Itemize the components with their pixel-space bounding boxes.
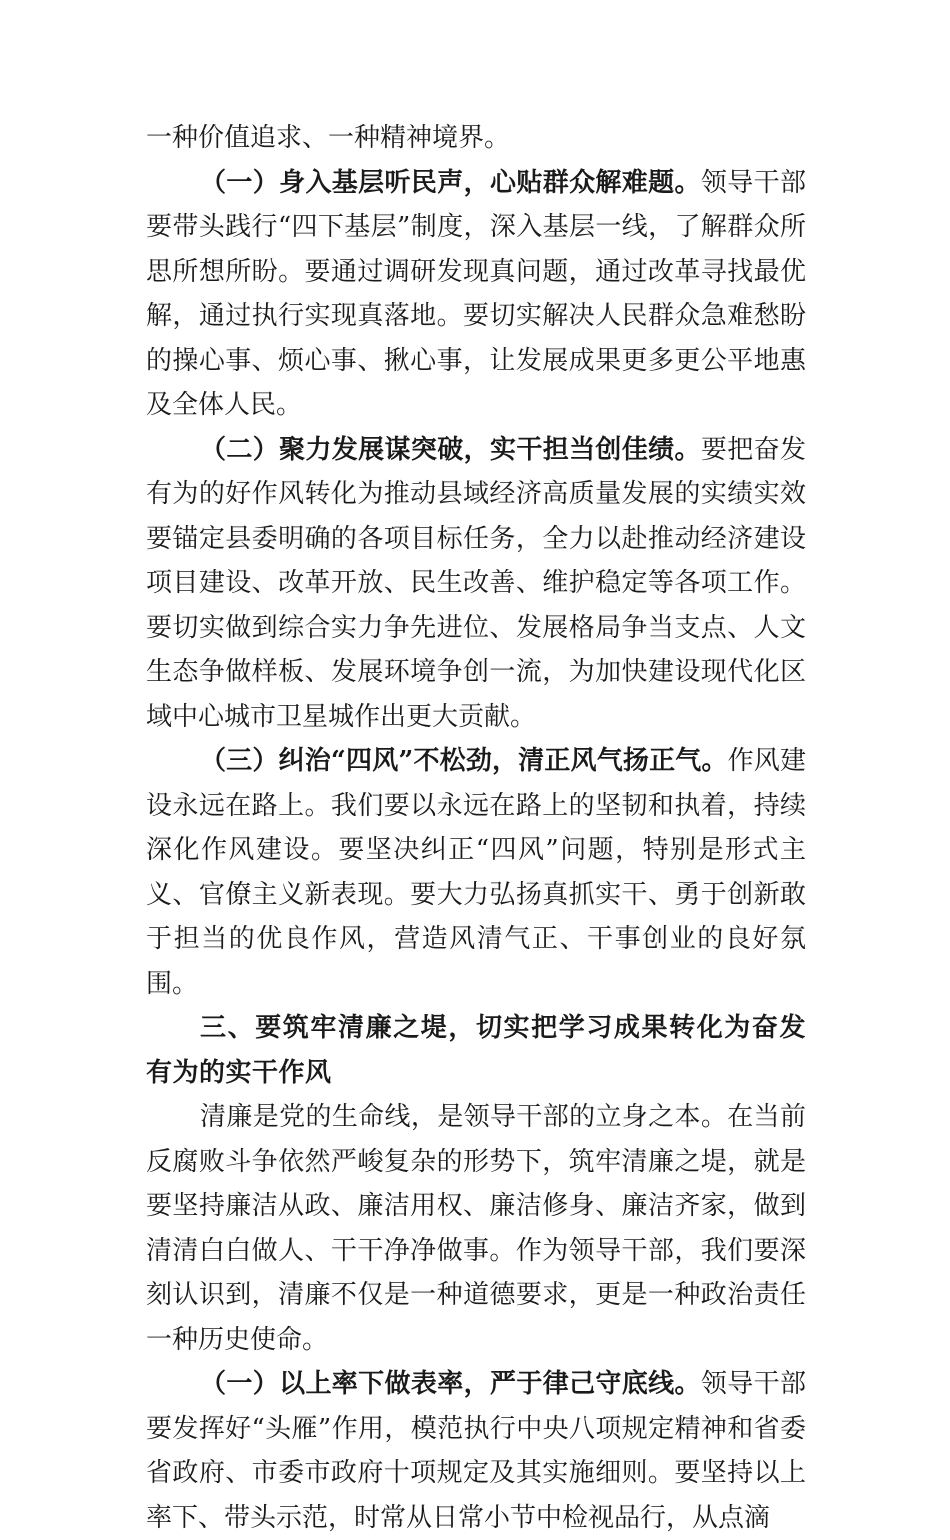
paragraph-text: 作风建设永远在路上。我们要以永远在路上的坚韧和执着，持续深化作风建设。要坚决纠正“四风”问题，特别是形式主义、官僚主义新表现。要大力弘扬真抓实干、勇于创新敢于担当的优良作风，营造风清气正、干事创业的良好氛围。 [146, 746, 806, 999]
paragraph-item-2 [146, 428, 806, 740]
paragraph-continuation [146, 116, 806, 161]
paragraph-text: 领导干部要发挥好“头雁”作用，模范执行中央八项规定精神和省委省政府、市委市政府十项规定及其实施细则。要坚持以上率下、带头示范，时常从日常小节中检视品行，从点滴 [146, 1369, 806, 1533]
paragraph-text: 领导干部要带头践行“四下基层”制度，深入基层一线，了解群众所思所想所盼。要通过调研发现真问题，通过改革寻找最优解，通过执行实现真落地。要切实解决人民群众急难愁盼的操心事、烦心事、揪心事，让发展成果更多更公平地惠及全体人民。 [146, 167, 806, 420]
paragraph-text: 清廉是党的生命线，是领导干部的立身之本。在当前反腐败斗争依然严峻复杂的形势下，筑牢清廉之堤，就是要坚持廉洁从政、廉洁用权、廉洁修身、廉洁齐家，做到清清白白做人、干干净净做事。作为领导干部，我们要深刻认识到，清廉不仅是一种道德要求，更是一种政治责任一种历史使命。 [146, 1102, 806, 1355]
paragraph-item-1 [146, 161, 806, 428]
section-intro-paragraph [146, 1095, 806, 1362]
paragraph-text: 一种价值追求、一种精神境界。 [146, 123, 511, 153]
paragraph-lead: （一）身入基层听民声，心贴群众解难题。 [200, 167, 701, 198]
document-body [146, 116, 806, 1540]
paragraph-item-3 [146, 739, 806, 1006]
section-paragraph-item-1 [146, 1362, 806, 1540]
paragraph-lead: （一）以上率下做表率，严于律己守底线。 [200, 1369, 701, 1399]
paragraph-lead: （二）聚力发展谋突破，实干担当创佳绩。 [200, 434, 701, 465]
paragraph-lead: （三）纠治“四风”不松劲，清正风气扬正气。 [200, 746, 728, 776]
section-heading: 三、要筑牢清廉之堤，切实把学习成果转化为奋发有为的实干作风 [146, 1013, 806, 1088]
paragraph-text: 要把奋发有为的好作风转化为推动县域经济高质量发展的实绩实效要锚定县委明确的各项目标任务，全力以赴推动经济建设项目建设、改革开放、民生改善、维护稳定等各项工作。要切实做到综合实力争先进位、发展格局争当支点、人文生态争做样板、发展环境争创一流，为加快建设现代化区域中心城市卫星城作出更大贡献。 [146, 434, 806, 732]
